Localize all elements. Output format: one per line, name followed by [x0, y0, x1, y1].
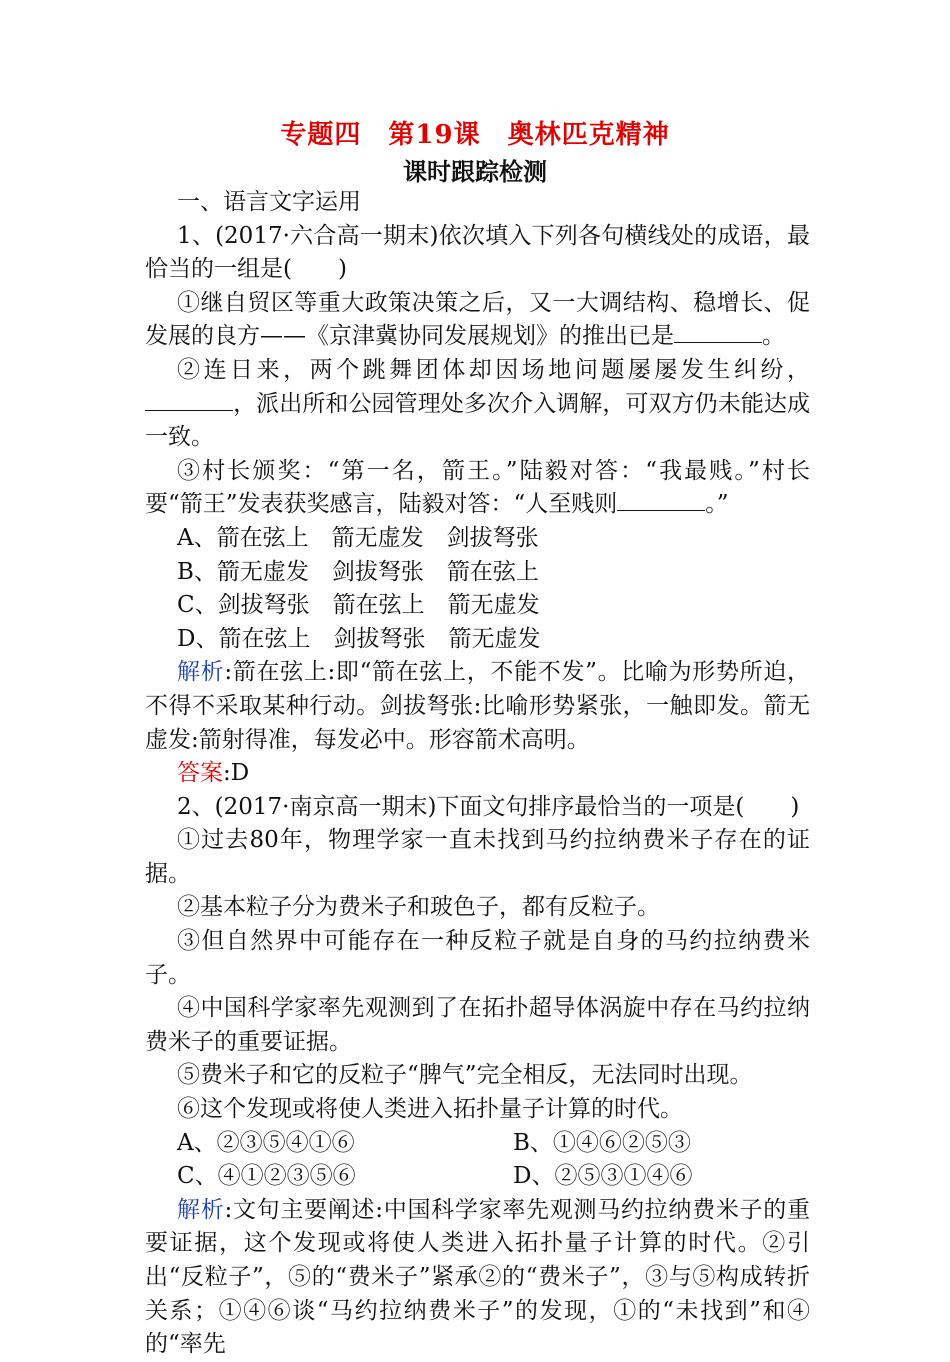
document-title: 专题四 第19课 奥林匹克精神	[280, 120, 670, 150]
sentence-text: ①继自贸区等重大政策决策之后，又一大调结构、稳增长、促发展的良方——《京津冀协同发展规划》的推出已是	[145, 289, 810, 350]
question-1-option-d: D、箭在弦上 剑拔弩张 箭无虚发	[177, 625, 541, 652]
question-2-sentence-6: ⑥这个发现或将使人类进入拓扑量子计算的时代。	[177, 1096, 683, 1123]
sentence-end: 。”	[705, 491, 729, 518]
sentence-text: ③村长颁奖：“第一名，箭王。”陆毅对答：“我最贱。”村长要“箭王”发表获奖感言，陆毅对答：“人至贱则	[145, 457, 810, 518]
question-1-analysis	[145, 656, 810, 757]
analysis-text: :箭在弦上:即“箭在弦上，不能不发”。比喻为形势所迫，不得不采取某种行动。剑拔弩张:比喻形势紧张，一触即发。箭无虚发:箭射得准，每发必中。形容箭术高明。	[145, 659, 811, 753]
sentence-text: ②连日来，两个跳舞团体却因场地问题屡屡发生纠纷，	[177, 356, 810, 383]
analysis-text: :文句主要阐述:中国科学家率先观测马约拉纳费米子的重要证据，这个发现或将使人类进入拓扑量子计算的时代。②引出“反粒子”，⑤的“费米子”紧承②的“费米子”，③与⑤构成转折关系；①④⑥谈“马约拉纳费米子”的发现，①的“未找到”和④的“率先	[145, 1196, 811, 1358]
answer-blank	[617, 490, 705, 511]
question-2-sentence-4: ④中国科学家率先观测到了在拓扑超导体涡旋中存在马约拉纳费米子的重要证据。	[145, 995, 810, 1055]
sentence-end: ，派出所和公园管理处多次介入调解，可双方仍未能达成一致。	[145, 390, 810, 451]
analysis-label: 解析	[177, 659, 225, 686]
question-1-answer	[145, 757, 810, 791]
analysis-label: 解析	[177, 1196, 225, 1223]
answer-label: 答案	[177, 760, 223, 787]
question-1-option-c: C、剑拔弩张 箭在弦上 箭无虚发	[177, 592, 540, 619]
document-body	[145, 186, 810, 1362]
question-2-option-b: B、①④⑥②⑤③	[513, 1129, 691, 1156]
question-1-stem: 1、(2017·六合高一期末)依次填入下列各句横线处的成语，最恰当的一组是( )	[145, 222, 810, 283]
question-2-sentence-2: ②基本粒子分为费米子和玻色子，都有反粒子。	[177, 894, 660, 921]
question-2-option-c: C、④①②③⑤⑥	[177, 1163, 356, 1190]
question-1-sentence-2	[145, 354, 810, 455]
question-1-sentence-3	[145, 455, 810, 522]
question-1-option-a: A、箭在弦上 箭无虚发 剑拔弩张	[177, 524, 539, 551]
question-1-sentence-1	[145, 287, 810, 354]
question-2-sentence-5: ⑤费米子和它的反粒子“脾气”完全相反，无法同时出现。	[177, 1062, 753, 1089]
question-2-options-row-2	[145, 1160, 810, 1194]
question-2-option-a: A、②③⑤④①⑥	[177, 1129, 355, 1156]
answer-blank	[145, 390, 233, 411]
question-1-option-b: B、箭无虚发 剑拔弩张 箭在弦上	[177, 558, 539, 585]
document-subtitle: 课时跟踪检测	[403, 157, 547, 186]
question-2-options-row-1	[145, 1127, 810, 1161]
question-2-option-d: D、②⑤③①④⑥	[513, 1163, 693, 1190]
question-2-analysis	[145, 1194, 810, 1362]
question-2-sentence-3: ③但自然界中可能存在一种反粒子就是自身的马约拉纳费米子。	[145, 928, 810, 988]
question-2-sentence-1: ①过去80年，物理学家一直未找到马约拉纳费米子存在的证据。	[145, 827, 810, 887]
answer-text: :D	[223, 760, 250, 787]
sentence-end: 。	[762, 323, 785, 350]
question-2-stem: 2、(2017·南京高一期末)下面文句排序最恰当的一项是( )	[177, 793, 800, 820]
section-heading: 一、语言文字运用	[177, 189, 361, 215]
answer-blank	[674, 322, 762, 343]
